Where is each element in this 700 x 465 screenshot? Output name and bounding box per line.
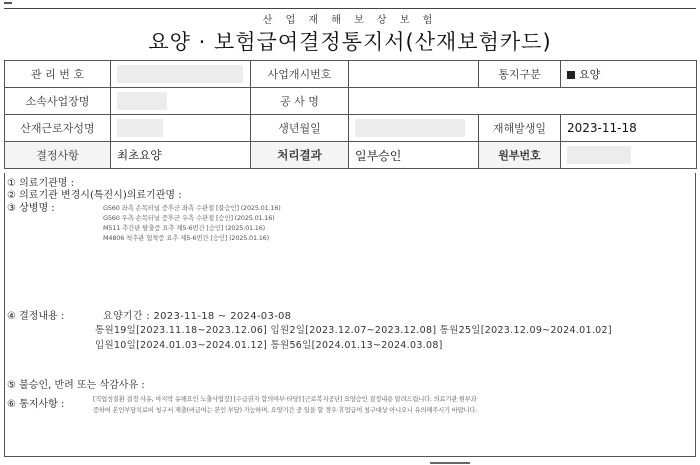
diagnosis-label: ③ 상병명 : <box>7 203 55 214</box>
decision-item-value: 최초요양 <box>111 142 251 169</box>
redacted-block <box>117 92 167 110</box>
notice-line: [직업성질환 결정 사유, 마지막 유해요인 노출사업장] [수급권자 합의여부·타당] [근로복지공단] 요양승인 결정내용 알려드립니다. 의료기관 원부과 <box>93 396 477 403</box>
table-row <box>5 142 697 169</box>
worker-name-value <box>111 115 251 142</box>
table-row <box>5 88 697 115</box>
redacted-block <box>355 119 465 137</box>
institution-change-label: ② 의료기관 변경시(특진시)의료기관명 : <box>7 190 182 201</box>
decision-item-label: 결정사항 <box>5 142 111 169</box>
work-name-label: 공 사 명 <box>251 88 349 115</box>
bottom-mark <box>430 462 470 464</box>
diagnosis-item: M4806 척추관 협착증 요추 제5-6번간 [승인] (2025.01.16) <box>103 234 269 242</box>
notice-line: 증하여 본인부담치료비 청구서 제출(비급여는 본인 부담) 가능하며, 요양기간 중 일을 할 경우 휴업급여 청구대상 아니오니 유의해주시기 바랍니다. <box>93 407 478 414</box>
document-subtitle: 산 업 재 해 보 상 보 험 <box>262 15 438 26</box>
company-value <box>111 88 251 115</box>
notice-type-label: 통지구분 <box>479 61 561 88</box>
company-label: 소속사업장명 <box>5 88 111 115</box>
accident-date-value: 2023-11-18 <box>561 115 697 142</box>
table-row <box>5 61 697 88</box>
work-name-value <box>349 88 697 115</box>
details-box <box>4 173 696 457</box>
worker-name-label: 산재근로자성명 <box>5 115 111 142</box>
rejection-label: ⑤ 불승인, 반려 또는 삭감사유 : <box>7 380 145 391</box>
diagnosis-item: G560 좌측 손목터널 증후군 좌측 수관절 [불승인] (2025.01.16) <box>103 204 281 212</box>
corner-mark <box>4 2 12 4</box>
top-rule <box>4 8 696 9</box>
original-no-value <box>561 142 697 169</box>
info-table <box>4 60 697 169</box>
care-period: 요양기간 : 2023-11-18 ~ 2024-03-08 <box>103 311 292 322</box>
redacted-block <box>567 146 631 164</box>
notice-type-text: 요양 <box>579 68 601 81</box>
accident-date-label: 재해발생일 <box>479 115 561 142</box>
period-line: 입원10일[2024.01.03~2024.01.12] 통원56일[2024.01.13~2024.03.08] <box>95 340 443 351</box>
result-label: 처리결과 <box>251 142 349 169</box>
biz-start-no-value <box>349 61 479 88</box>
result-value: 일부승인 <box>349 142 479 169</box>
notice-label: ⑥ 통지사항 : <box>7 399 65 410</box>
institution-label: ① 의료기관명 : <box>7 178 74 189</box>
mgmt-no-label: 관 리 번 호 <box>5 61 111 88</box>
redacted-block <box>117 119 163 137</box>
decision-label: ④ 결정내용 : <box>7 311 65 322</box>
birth-value <box>349 115 479 142</box>
diagnosis-item: M511 추간판 탈출증 요추 제5-6번간 [승인] (2025.01.16) <box>103 224 266 232</box>
document-title: 요양 · 보험급여결정통지서(산재보험카드) <box>148 30 552 54</box>
period-line: 통원19일[2023.11.18~2023.12.06] 입원2일[2023.12.07~2023.12.08] 통원25일[2023.12.09~2024.01.02] <box>95 325 612 336</box>
checkbox-filled-icon <box>567 71 575 79</box>
diagnosis-item: G560 우측 손목터널 증후군 우측 수관절 [승인] (2025.01.16) <box>103 214 275 222</box>
biz-start-no-label: 사업개시번호 <box>251 61 349 88</box>
table-row <box>5 115 697 142</box>
notice-document <box>4 2 696 462</box>
mgmt-no-value <box>111 61 251 88</box>
redacted-block <box>117 65 243 83</box>
birth-label: 생년월일 <box>251 115 349 142</box>
notice-type-value <box>561 61 697 88</box>
original-no-label: 원부번호 <box>479 142 561 169</box>
